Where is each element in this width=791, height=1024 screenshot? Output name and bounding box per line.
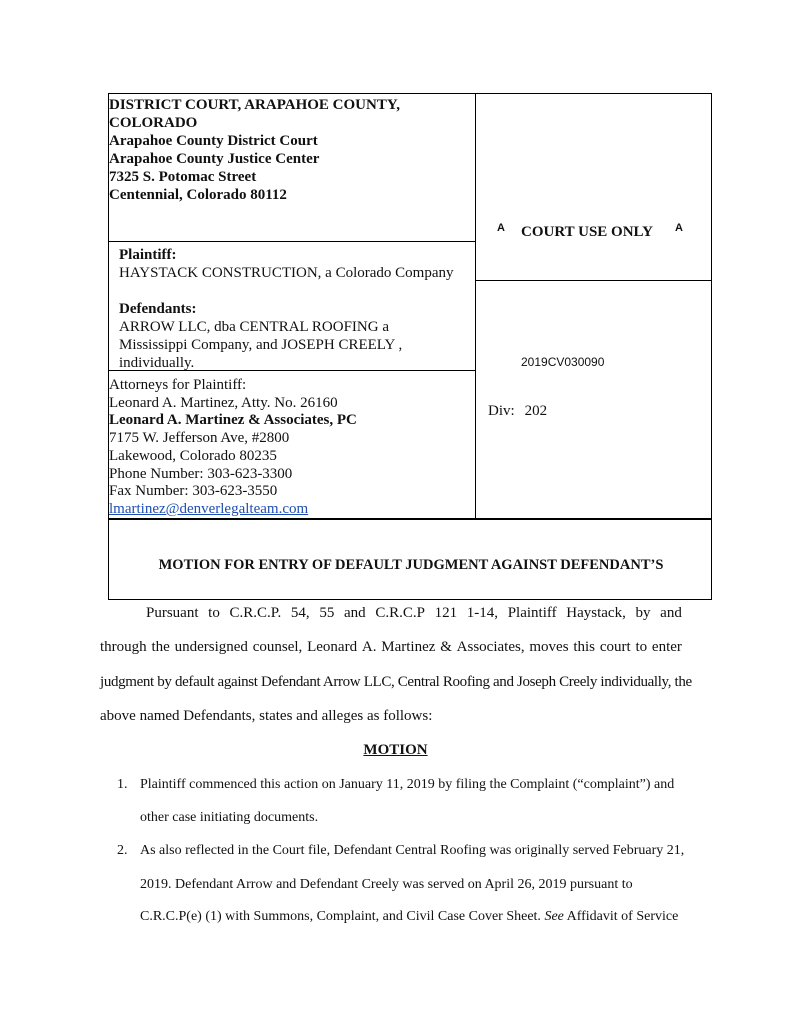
case-caption-box — [108, 93, 712, 600]
intro-word: undersigned — [174, 639, 248, 655]
intro-word: Plaintiff — [507, 605, 557, 621]
caption-divider-court — [109, 241, 475, 242]
defendant-line: individually. — [119, 355, 195, 371]
intro-word: through — [100, 639, 147, 655]
intro-line — [146, 605, 682, 622]
see-citation: See — [544, 909, 564, 924]
intro-word: & — [440, 639, 452, 655]
attorney-address: 7175 W. Jefferson Ave, #2800 — [109, 430, 290, 447]
attorney-block — [109, 377, 471, 519]
section-heading: MOTION — [363, 742, 428, 758]
intro-word: 54, — [290, 605, 310, 621]
intro-word: and — [343, 605, 366, 621]
attorney-city: Lakewood, Colorado 80235 — [109, 447, 277, 464]
intro-word: Haystack, — [566, 605, 626, 621]
paragraph-line — [140, 909, 678, 925]
attorney-firm: Leonard A. Martinez & Associates, PC — [109, 412, 357, 429]
court-use-only-label — [477, 222, 713, 242]
defendant-line: Mississippi Company, and JOSEPH CREELY , — [119, 337, 403, 353]
paragraph-line: As also reflected in the Court file, Defendant Central Roofing was originally served February 21, — [140, 843, 685, 858]
court-use-text: COURT USE ONLY — [521, 224, 654, 240]
intro-word: enter — [651, 639, 682, 655]
attorney-header: Attorneys for Plaintiff: — [109, 377, 247, 393]
plaintiff-name: HAYSTACK CONSTRUCTION, a Colorado Company — [119, 265, 454, 281]
caption-divider-court-use — [475, 280, 711, 281]
paragraph-line: 2019. Defendant Arrow and Defendant Creely was served on April 26, 2019 pursuant to — [140, 877, 633, 892]
attorney-name: Leonard A. Martinez, Atty. No. 26160 — [109, 394, 338, 411]
intro-word: this — [573, 639, 596, 655]
paragraph-text: C.R.C.P(e) (1) with Summons, Complaint, and Civil Case Cover Sheet. — [140, 909, 545, 924]
intro-word: to — [208, 605, 220, 621]
intro-word: C.R.C.P. — [229, 605, 282, 621]
caption-column-divider — [475, 94, 476, 519]
parties-block — [119, 246, 475, 372]
intro-word: C.R.C.P — [375, 605, 425, 621]
defendant-line: ARROW LLC, dba CENTRAL ROOFING a — [119, 319, 389, 335]
intro-word: Pursuant — [146, 605, 199, 621]
paragraph-number: 2. — [117, 843, 128, 858]
court-line: DISTRICT COURT, ARAPAHOE COUNTY, — [109, 97, 401, 113]
intro-word: by — [635, 605, 651, 621]
intro-word: 121 — [434, 605, 458, 621]
case-number: 2019CV030090 — [521, 355, 605, 369]
court-use-marker: A — [675, 222, 683, 234]
intro-word: 55 — [319, 605, 335, 621]
intro-word: Leonard — [307, 639, 358, 655]
division — [488, 403, 547, 420]
intro-word: moves — [529, 639, 569, 655]
intro-word: to — [635, 639, 648, 655]
court-use-marker: A — [497, 222, 505, 234]
plaintiff-label: Plaintiff: — [119, 247, 177, 263]
intro-word: court — [599, 639, 631, 655]
court-name-block — [109, 96, 471, 204]
court-line: COLORADO — [109, 115, 198, 131]
intro-word: Associates, — [456, 639, 525, 655]
attorney-email-link[interactable]: lmartinez@denverlegalteam.com — [109, 500, 309, 517]
court-line: Arapahoe County District Court — [109, 133, 318, 149]
motion-title: MOTION FOR ENTRY OF DEFAULT JUDGMENT AGAINST DEFENDANT’S — [158, 557, 664, 573]
intro-line: above named Defendants, states and alleges as follows: — [100, 708, 433, 724]
paragraph-number: 1. — [117, 777, 128, 792]
court-line: Centennial, Colorado 80112 — [109, 187, 287, 203]
attorney-phone: Phone Number: 303-623-3300 — [109, 465, 293, 482]
attorney-fax: Fax Number: 303-623-3550 — [109, 483, 278, 500]
division-value: 202 — [524, 403, 548, 419]
intro-line — [100, 639, 682, 656]
division-label: Div: — [488, 403, 515, 419]
intro-word: and — [660, 605, 682, 621]
paragraph-line: other case initiating documents. — [140, 810, 319, 825]
intro-word: Martinez — [381, 639, 436, 655]
defendants-label: Defendants: — [119, 301, 197, 317]
paragraph-line: Plaintiff commenced this action on January 11, 2019 by filing the Complaint (“complaint”) and — [140, 777, 675, 792]
intro-word: counsel, — [252, 639, 303, 655]
court-line: 7325 S. Potomac Street — [109, 169, 257, 185]
intro-word: A. — [361, 639, 377, 655]
paragraph-text: Affidavit of Service — [563, 909, 679, 924]
court-line: Arapahoe County Justice Center — [109, 151, 320, 167]
intro-line: judgment by default against Defendant Arrow LLC, Central Roofing and Joseph Creely individually, the — [100, 674, 692, 690]
intro-word: 1-14, — [466, 605, 499, 621]
intro-word: the — [151, 639, 170, 655]
